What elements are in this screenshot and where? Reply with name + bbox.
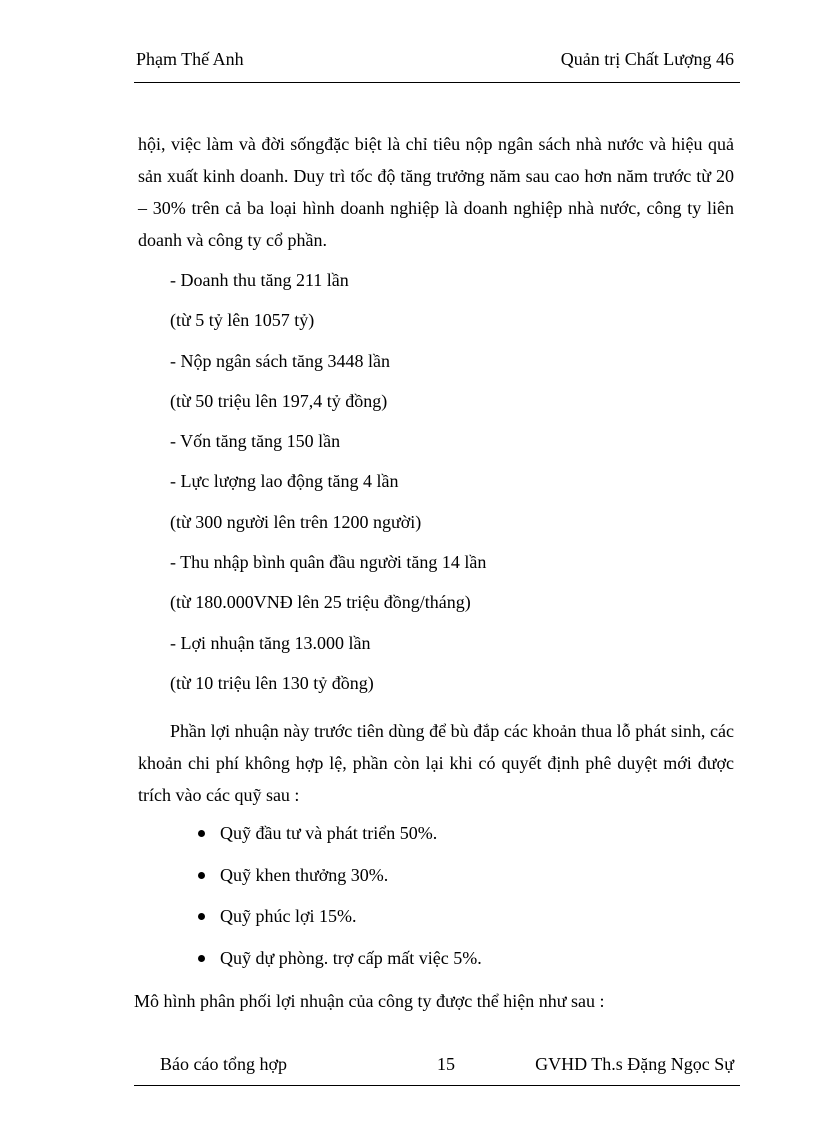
fund-item xyxy=(138,817,734,859)
intro-paragraph: hội, việc làm và đời sốngđặc biệt là chỉ tiêu nộp ngân sách nhà nước và hiệu quả sản xuất kinh doanh. Duy trì tốc độ tăng trưởng năm sau cao hơn năm trước từ 20 – 30% trên cả ba loại hình doanh nghiệp là doanh nghiệp nhà nước, công ty liên doanh và công ty cổ phần. xyxy=(138,134,734,250)
fund-label: Quỹ khen thưởng 30%. xyxy=(220,864,389,885)
stat-line: (từ 10 triệu lên 130 tỷ đồng) xyxy=(170,672,374,693)
fund-item xyxy=(138,900,734,942)
profit-paragraph: Phần lợi nhuận này trước tiên dùng để bù đắp các khoản thua lỗ phát sinh, các khoản chi phí không hợp lệ, phần còn lại khi có quyết định phê duyệt mới được trích vào các quỹ sau : xyxy=(138,721,734,806)
page-footer xyxy=(134,1051,740,1086)
stat-line: - Doanh thu tăng 211 lần xyxy=(170,270,349,290)
fund-list xyxy=(138,817,734,983)
fund-label: Quỹ phúc lợi 15%. xyxy=(220,906,357,927)
fund-label: Quỹ đầu tư và phát triển 50%. xyxy=(220,823,438,844)
bullet-icon xyxy=(198,872,205,879)
page-number: 15 xyxy=(437,1054,455,1074)
stats-list xyxy=(138,264,734,707)
fund-item xyxy=(138,942,734,984)
bullet-icon xyxy=(198,830,205,837)
fund-item xyxy=(138,859,734,901)
footer-report-title: Báo cáo tổng hợp xyxy=(160,1054,287,1074)
stat-line: - Nộp ngân sách tăng 3448 lần xyxy=(170,350,390,371)
closing-sentence: Mô hình phân phối lợi nhuận của công ty được thể hiện như sau : xyxy=(134,991,605,1012)
stat-line: - Thu nhập bình quân đầu người tăng 14 lần xyxy=(170,552,487,573)
stat-line: (từ 50 triệu lên 197,4 tỷ đồng) xyxy=(170,390,388,411)
bullet-icon xyxy=(198,955,205,962)
page-body xyxy=(134,128,734,1017)
stat-line: - Lực lượng lao động tăng 4 lần xyxy=(170,471,399,492)
stat-line: (từ 180.000VNĐ lên 25 triệu đồng/tháng) xyxy=(170,592,471,613)
bullet-icon xyxy=(198,913,205,920)
header-author: Phạm Thế Anh xyxy=(136,49,244,69)
header-course: Quản trị Chất Lượng 46 xyxy=(560,49,734,69)
stat-line: - Lợi nhuận tăng 13.000 lần xyxy=(170,632,371,653)
page-header xyxy=(134,48,740,83)
stat-line: - Vốn tăng tăng 150 lần xyxy=(170,431,341,452)
footer-supervisor: GVHD Th.s Đặng Ngọc Sự xyxy=(535,1054,734,1074)
stat-line: (từ 5 tỷ lên 1057 tỷ) xyxy=(170,310,315,331)
fund-label: Quỹ dự phòng. trợ cấp mất việc 5%. xyxy=(220,947,482,968)
stat-line: (từ 300 người lên trên 1200 người) xyxy=(170,511,422,532)
